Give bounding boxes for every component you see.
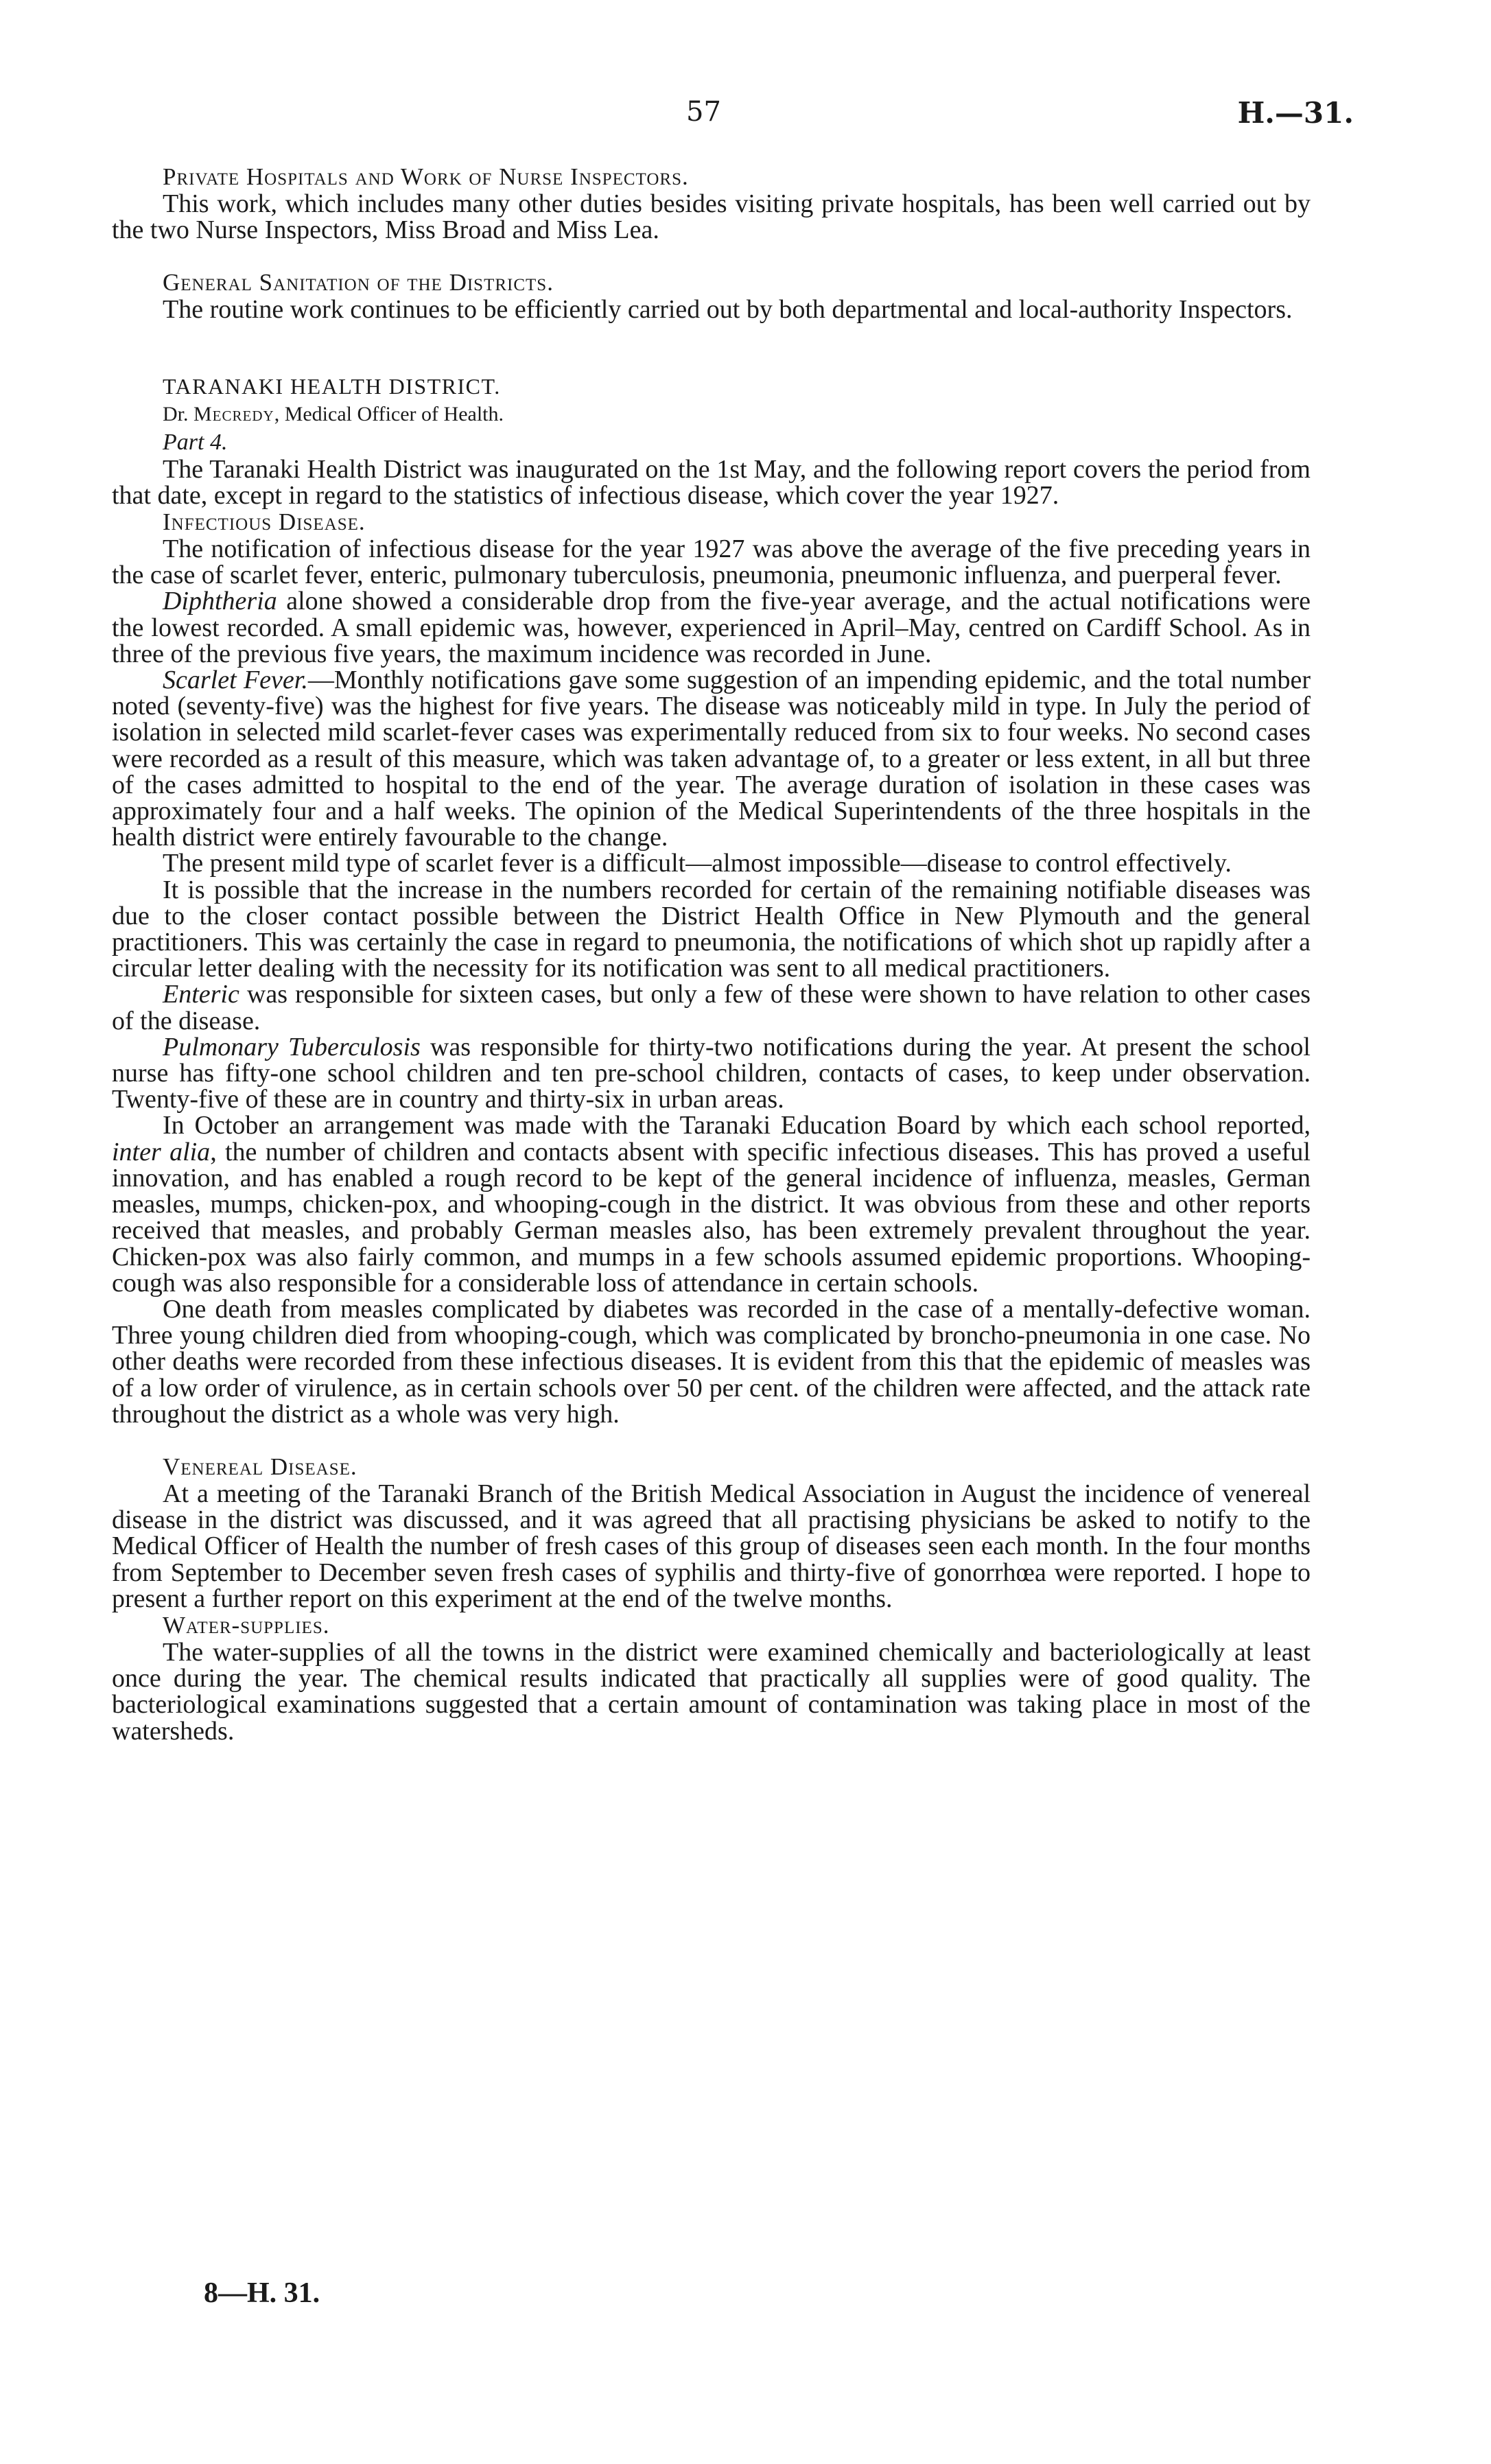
paragraph-education-board: In October an arrangement was made with the Taranaki Education Board by which each school reported, inter alia, the number of children and contacts absent with specific infectious diseases. This has proved a useful innovation, and has enabled a rough record to be kept of the general incidence of influenza, measles, German measles, mumps, chicken-pox, and whooping-cough in the district. It was obvious from these and other reports received that measles, and probably German measles also, has been extremely prevalent throughout the year. Chicken-pox was also fairly common, and mumps in a few schools assumed epidemic proportions. Whooping-cough was also responsible for a considerable loss of attendance in certain schools. bbox=[112, 1111, 1311, 1298]
district-part: Part 4. bbox=[163, 429, 228, 455]
paragraph-notifiable-increase: It is possible that the increase in the numbers recorded for certain of the remaining notifiable diseases was due to the closer contact possible between the District Health Office in New Plymouth and the general practitioners. This was certainly the case in regard to pneumonia, the notifications of which shot up rapidly after a circular letter dealing with the necessity for its notification was sent to all medical practitioners. bbox=[112, 875, 1311, 983]
paragraph-general-sanitation: The routine work continues to be efficiently carried out by both departmental and local-authority Inspectors. bbox=[163, 295, 1293, 325]
section-heading-water-supplies: Water-supplies. bbox=[163, 1611, 330, 1639]
paragraph-venereal: At a meeting of the Taranaki Branch of the British Medical Association in August the incidence of venereal disease in the district was discussed, and it was agreed that all practising physicians be asked to notify to the Medical Officer of Health the number of fresh cases of this group of diseases seen each month. In the four months from September to December seven fresh cases of syphilis and thirty-five of gonorrhœa were reported. I hope to present a further report on this experiment at the end of the twelve months. bbox=[112, 1479, 1311, 1613]
district-officer: Dr. Mecredy, Medical Officer of Health. bbox=[163, 402, 504, 425]
page-body bbox=[112, 163, 1311, 1744]
paragraph-private-hospitals: This work, which includes many other duties besides visiting private hospitals, has been well carried out by the two Nurse Inspectors, Miss Broad and Miss Lea. bbox=[112, 189, 1311, 245]
paragraph-infectious-1: The notification of infectious disease for the year 1927 was above the average of the five preceding years in the case of scarlet fever, enteric, pulmonary tuberculosis, pneumonia, pneumonic influenza, and puerperal fever. bbox=[112, 535, 1311, 590]
paragraph-pulmonary-tuberculosis: Pulmonary Tuberculosis was responsible for thirty-two notifications during the year. At present the school nurse has fifty-one school children and ten pre-school children, contacts of cases, to keep under observation. Twenty-five of these are in country and thirty-six in urban areas. bbox=[112, 1032, 1311, 1114]
paragraph-diphtheria: Diphtheria alone showed a considerable drop from the five-year average, and the actual notifications were the lowest recorded. A small epidemic was, however, experienced in April–May, centred on Cardiff School. As in three of the previous five years, the maximum incidence was recorded in June. bbox=[112, 587, 1311, 668]
page-number: 57 bbox=[686, 96, 721, 128]
paragraph-deaths: One death from measles complicated by diabetes was recorded in the case of a mentally-defective woman. Three young children died from whooping-cough, which was complicated by broncho-pneumonia in one case. No other deaths were recorded from these infectious diseases. It is evident from this that the epidemic of measles was of a low order of virulence, as in certain schools over 50 per cent. of the children were affected, and the attack rate throughout the district as a whole was very high. bbox=[112, 1294, 1311, 1429]
paragraph-enteric: Enteric was responsible for sixteen cases, but only a few of these were shown to have relation to other cases of the disease. bbox=[112, 980, 1311, 1035]
document-reference: H.—31. bbox=[1237, 96, 1354, 130]
section-heading-private-hospitals: Private Hospitals and Work of Nurse Inspectors. bbox=[163, 163, 689, 190]
section-heading-infectious-disease: Infectious Disease. bbox=[163, 508, 366, 536]
district-title: TARANAKI HEALTH DISTRICT. bbox=[163, 373, 501, 399]
footer-sheet-reference: 8—H. 31. bbox=[204, 2277, 320, 2309]
paragraph-scarlet-fever-control: The present mild type of scarlet fever is a difficult—almost impossible—disease to control effectively. bbox=[163, 849, 1232, 878]
paragraph-district-intro: The Taranaki Health District was inaugurated on the 1st May, and the following report covers the period from that date, except in regard to the statistics of infectious disease, which cover the year 1927. bbox=[112, 454, 1311, 510]
paragraph-scarlet-fever: Scarlet Fever.—Monthly notifications gave some suggestion of an impending epidemic, and the total number noted (seventy-five) was the highest for five years. The disease was noticeably mild in type. In July the period of isolation in selected mild scarlet-fever cases was experimentally reduced from six to four weeks. No second cases were recorded as a result of this measure, which was taken advantage of, to a greater or less extent, in all but three of the cases admitted to hospital to the end of the year. The average duration of isolation in these cases was approximately four and a half weeks. The opinion of the Medical Superintendents of the three hospitals in the health district were entirely favourable to the change. bbox=[112, 666, 1311, 852]
paragraph-water-supplies: The water-supplies of all the towns in the district were examined chemically and bacteriologically at least once during the year. The chemical results indicated that practically all supplies were of good quality. The bacteriological examinations suggested that a certain amount of contamination was taking place in most of the watersheds. bbox=[112, 1637, 1311, 1746]
section-heading-general-sanitation: General Sanitation of the Districts. bbox=[163, 269, 554, 296]
section-heading-venereal-disease: Venereal Disease. bbox=[163, 1453, 357, 1480]
